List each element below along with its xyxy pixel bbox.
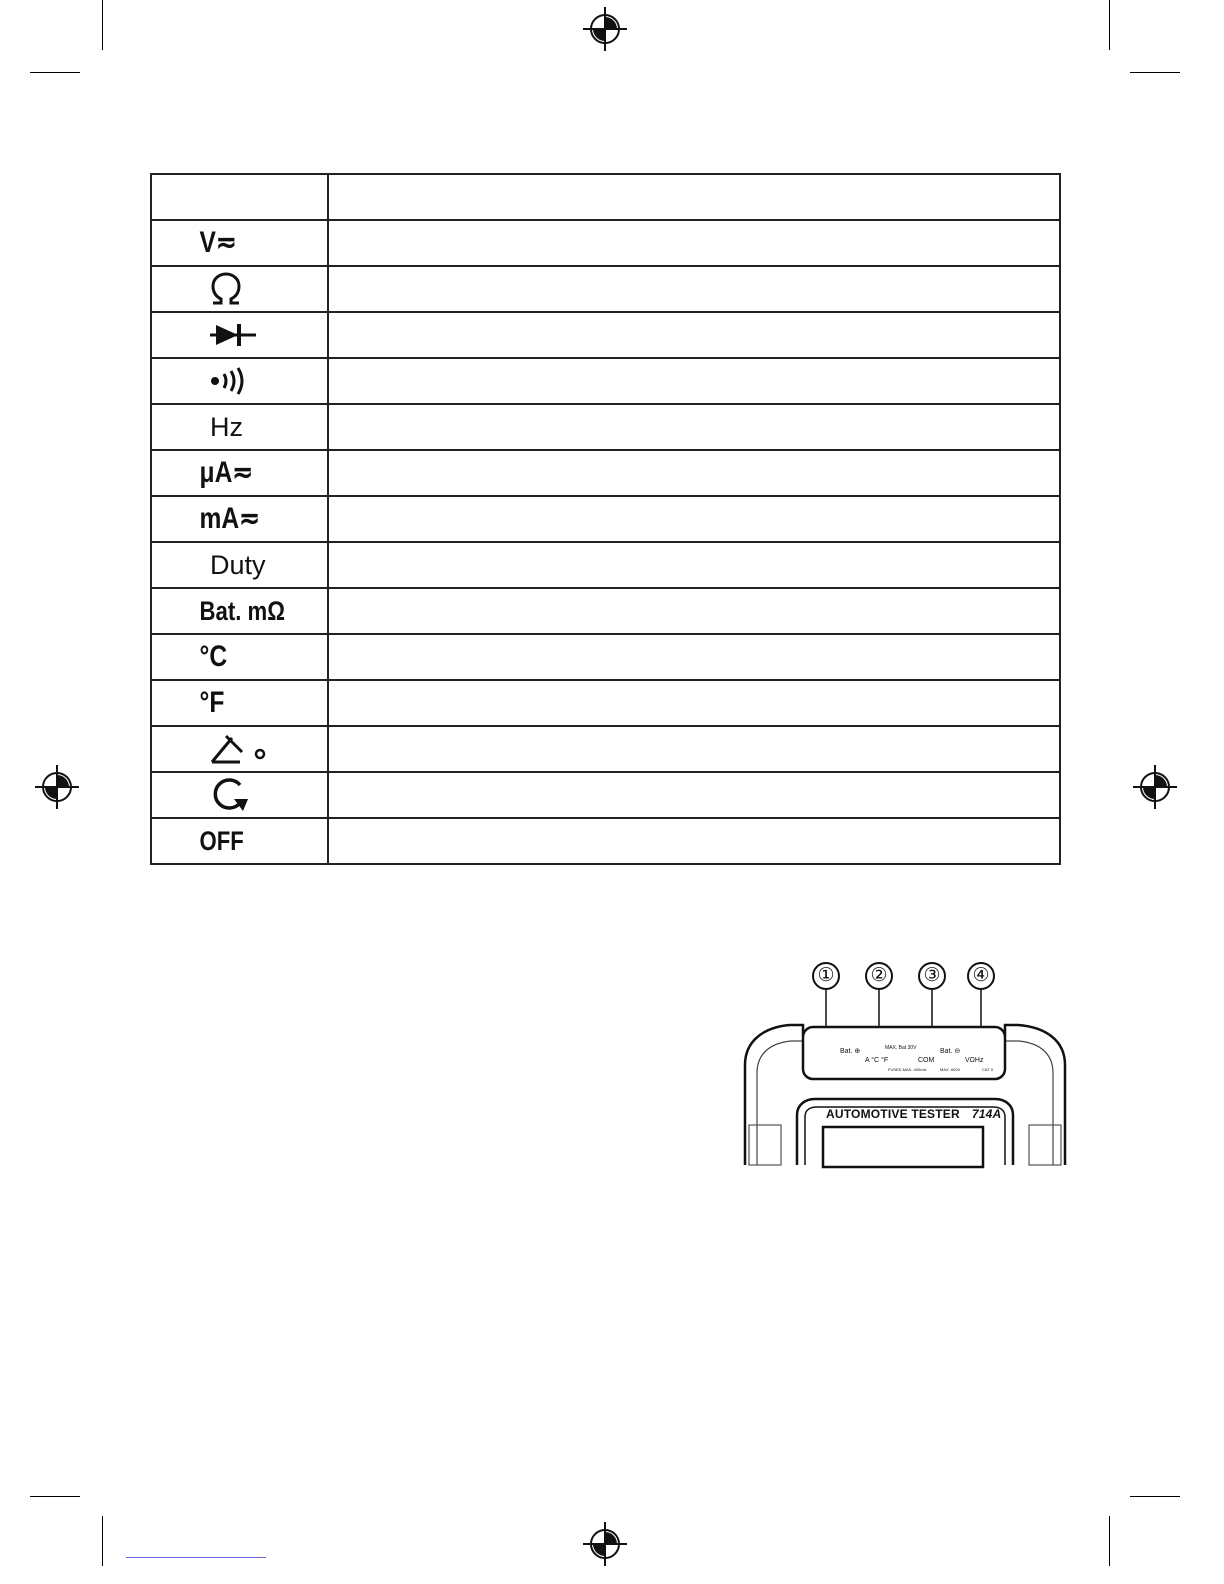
- crop-mark: [1130, 1496, 1180, 1497]
- table-row: [151, 358, 1060, 404]
- function-symbol-table: [150, 173, 1061, 865]
- table-row: [151, 312, 1060, 358]
- jack-labels: [810, 1045, 1002, 1081]
- milliamp-icon: mA≂: [151, 496, 328, 542]
- registration-mark-icon: [35, 765, 79, 809]
- header-cell: [328, 174, 1060, 220]
- row-description: [328, 404, 1060, 450]
- jack1-label: Bat. ⊕: [840, 1048, 861, 1055]
- header-cell: [151, 174, 328, 220]
- table-header-row: [151, 174, 1060, 220]
- table-row: [151, 634, 1060, 680]
- table-row: [151, 726, 1060, 772]
- microamp-icon: μA≂: [151, 450, 328, 496]
- jack4-label: VΩHz: [965, 1057, 984, 1064]
- crop-mark: [1130, 72, 1180, 73]
- row-description: [328, 496, 1060, 542]
- rpm-icon: [151, 772, 328, 818]
- row-description: [328, 450, 1060, 496]
- callout-3: ③: [918, 962, 946, 990]
- tester-title: AUTOMOTIVE TESTER: [826, 1107, 960, 1121]
- callout-2: ②: [865, 962, 893, 990]
- registration-mark-icon: [583, 7, 627, 51]
- crop-mark: [30, 72, 80, 73]
- row-description: [328, 542, 1060, 588]
- celsius-icon: °C: [151, 634, 328, 680]
- battery-milliohm-icon: Bat. mΩ: [151, 588, 328, 634]
- tester-label: [826, 1107, 1001, 1121]
- jack3-label: COM: [918, 1057, 935, 1064]
- ohm-icon: [151, 266, 328, 312]
- jack2-label: A °C °F: [865, 1057, 889, 1064]
- tester-model: 714A: [971, 1107, 1002, 1121]
- row-description: [328, 634, 1060, 680]
- crop-mark: [30, 1496, 80, 1497]
- table-row: [151, 496, 1060, 542]
- row-description: [328, 680, 1060, 726]
- table-row: [151, 220, 1060, 266]
- callout-4: ④: [967, 962, 995, 990]
- off-icon: OFF: [151, 818, 328, 864]
- registration-mark-icon: [583, 1522, 627, 1566]
- jack2-fuse: FUSED MAX. 400mA: [888, 1067, 927, 1072]
- ac-dc-voltage-icon: V≂: [151, 220, 328, 266]
- jack2-note: MAX. Bat 30V: [885, 1045, 917, 1051]
- hertz-icon: Hz: [151, 404, 328, 450]
- row-description: [328, 266, 1060, 312]
- table-row: [151, 404, 1060, 450]
- dwell-angle-icon: [151, 726, 328, 772]
- row-description: [328, 772, 1060, 818]
- row-description: [328, 358, 1060, 404]
- crop-mark: [102, 0, 103, 50]
- registration-mark-icon: [1133, 765, 1177, 809]
- row-description: [328, 818, 1060, 864]
- diode-icon: [151, 312, 328, 358]
- crop-mark: [1109, 1516, 1110, 1566]
- fahrenheit-icon: °F: [151, 680, 328, 726]
- jack3-top-label: Bat. ⊖: [940, 1048, 961, 1055]
- duty-cycle-icon: Duty: [151, 542, 328, 588]
- table-row: [151, 772, 1060, 818]
- row-description: [328, 220, 1060, 266]
- continuity-icon: [151, 358, 328, 404]
- row-description: [328, 588, 1060, 634]
- footer-rule: [126, 1557, 266, 1558]
- callout-1: ①: [812, 962, 840, 990]
- table-row: [151, 542, 1060, 588]
- table-row: [151, 266, 1060, 312]
- jack3-note: MAX. 600V: [940, 1067, 961, 1072]
- jack4-note: CAT II: [982, 1067, 993, 1072]
- table-row: [151, 680, 1060, 726]
- table-row: [151, 818, 1060, 864]
- crop-mark: [1109, 0, 1110, 50]
- table-row: [151, 588, 1060, 634]
- row-description: [328, 726, 1060, 772]
- crop-mark: [102, 1516, 103, 1566]
- row-description: [328, 312, 1060, 358]
- table-row: [151, 450, 1060, 496]
